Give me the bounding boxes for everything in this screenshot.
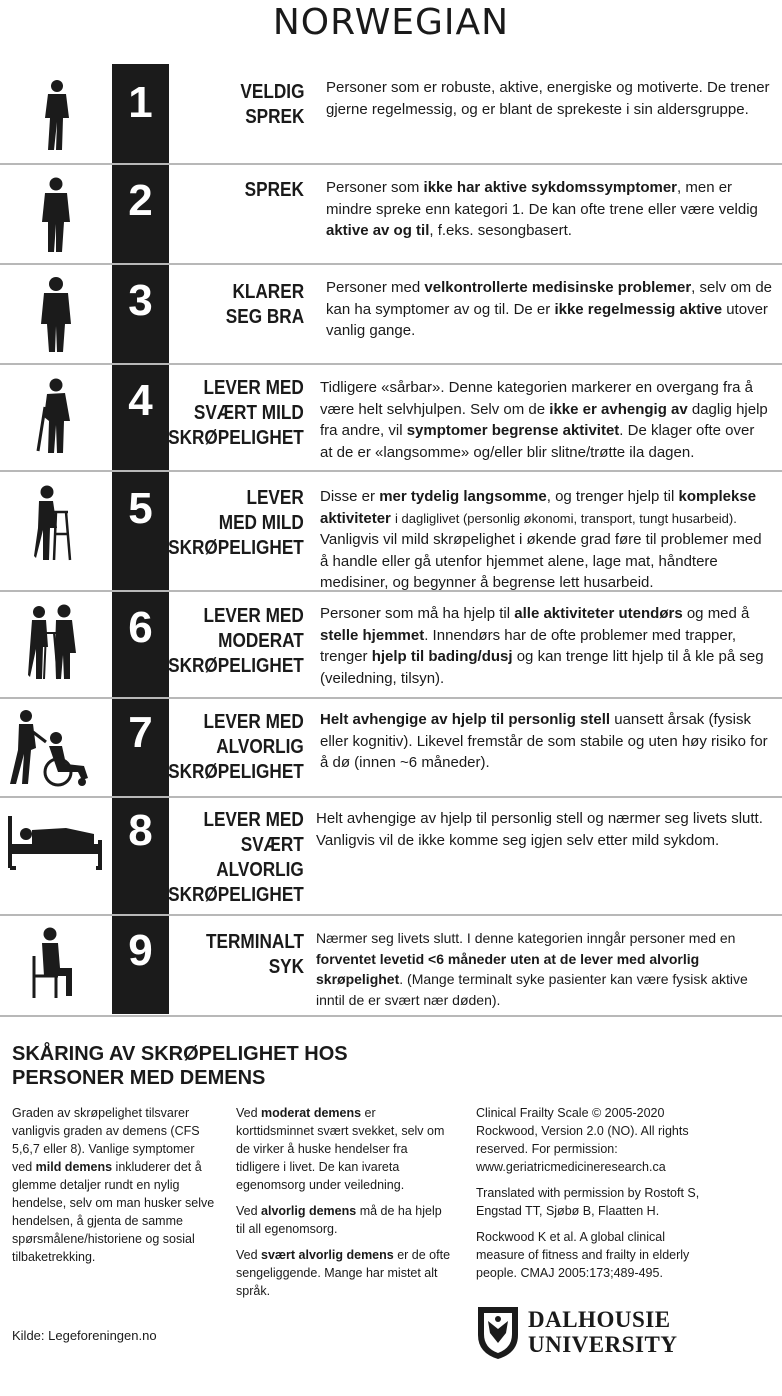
credits-column <box>476 1104 714 1290</box>
assisted-walking-icon <box>24 603 80 681</box>
level-description: Personer som må ha hjelp til alle aktiviteter utendørs og med å stelle hjemmet. Innendørs har de ofte problemer med trapper, trenger hjelp til bading/dusj og kan trenge litt hjelp til å kle på seg (veiledning, tilsyn). <box>320 605 764 687</box>
level-category: SPREK <box>244 179 304 201</box>
person-with-walker-icon <box>32 484 72 562</box>
row-divider <box>0 796 782 798</box>
logo-line-1: DALHOUSIE <box>528 1307 671 1332</box>
dementia-severe-text: Ved alvorlig demens må de ha hjelp til all egenomsorg. <box>236 1204 442 1236</box>
translation-credit: Translated with permission by Rostoft S, Engstad TT, Sjøbø B, Flaatten H. <box>476 1186 700 1218</box>
copyright-text: Clinical Frailty Scale © 2005-2020 Rockwood, Version 2.0 (NO). All rights reserved. For permission: www.geriatricmedicineresearch.ca <box>476 1106 689 1174</box>
level-number: 1 <box>128 78 153 127</box>
dementia-mild-text: Graden av skrøpelighet tilsvarer vanligvis graden av demens (CFS 5,6,7 eller 8). Vanlige symptomer ved mild demens inkluderer det å glemme detaljer rundt en nylig hendelse, selv om man husker selve hendelsen, å gjenta de samme spørsmålene/historiene og sosial tilbaketrekking. <box>12 1106 215 1264</box>
logo-line-2: UNIVERSITY <box>528 1332 678 1357</box>
row-divider <box>0 697 782 699</box>
level-description: Personer som ikke har aktive sykdomssymptomer, men er mindre spreke enn kategori 1. De kan ofte trene eller være veldig aktive av og til, f.eks. sesongbasert. <box>326 179 758 239</box>
dementia-column-2 <box>236 1104 454 1308</box>
level-number: 3 <box>128 276 153 325</box>
level-number: 5 <box>128 484 153 533</box>
level-description: Disse er mer tydelig langsomme, og trenger hjelp til komplekse aktiviteter i dagliglivet (personlig økonomi, transport, tungt husarbeid). Vanligvis vil mild skrøpelighet i økende grad føre til problemer med å handle eller gå utenfor hjemmet alene, lage mat, håndtere medisiner, og begynner å begrense lett husarbeid. <box>320 488 762 591</box>
row-divider <box>0 163 782 165</box>
level-number: 9 <box>128 926 153 975</box>
level-number: 4 <box>128 376 153 425</box>
standing-person-icon <box>38 78 76 153</box>
level-category: LEVER MED SVÆRT MILD SKRØPELIGHET <box>168 377 304 449</box>
page-title: NORWEGIAN <box>272 2 510 43</box>
level-description: Helt avhengige av hjelp til personlig stell uansett årsak (fysisk eller kognitiv). Likevel fremstår de som stabile og uten høy risiko for å dø (innen ~6 måneder). <box>320 711 768 771</box>
row-divider <box>0 470 782 472</box>
standing-person-icon <box>36 176 76 254</box>
level-category: LEVER MED MODERAT SKRØPELIGHET <box>168 605 304 677</box>
row-divider <box>0 363 782 365</box>
row-divider <box>0 914 782 916</box>
level-category: KLARER SEG BRA <box>225 281 304 328</box>
level-number: 7 <box>128 708 153 757</box>
level-category: VELDIG SPREK <box>239 81 304 128</box>
dementia-section-title: SKÅRING AV SKRØPELIGHET HOS PERSONER MED DEMENS <box>12 1043 348 1089</box>
row-divider <box>0 1015 782 1017</box>
level-description: Personer som er robuste, aktive, energiske og motiverte. De trener gjerne regelmessig, og er blant de sprekeste i sin aldersgruppe. <box>326 79 770 118</box>
level-category: LEVER MED SVÆRT ALVORLIG SKRØPELIGHET <box>168 809 304 906</box>
reference-text: Rockwood K et al. A global clinical measure of fitness and frailty in elderly people. CMAJ 2005:173;489-495. <box>476 1230 690 1280</box>
row-divider <box>0 263 782 265</box>
dementia-column-1 <box>12 1104 218 1274</box>
dementia-very-severe-text: Ved svært alvorlig demens er de ofte sengeliggende. Mange har mistet alt språk. <box>236 1248 451 1298</box>
level-number: 2 <box>128 176 153 225</box>
shield-crest-icon <box>476 1305 520 1366</box>
level-description: Personer med velkontrollerte medisinske problemer, selv om de kan ha symptomer av og til. De er ikke regelmessig aktive utover vanlig gange. <box>326 279 773 339</box>
source-label: Kilde: Legeforeningen.no <box>12 1328 157 1343</box>
seated-person-icon <box>28 926 78 1000</box>
person-in-bed-icon <box>6 812 104 872</box>
level-category: TERMINALT SYK <box>205 931 304 978</box>
level-description: Helt avhengige av hjelp til personlig stell og nærmer seg livets slutt. Vanligvis vil de ikke komme seg igjen selv etter mild sykdom. <box>316 810 763 849</box>
dalhousie-logo <box>476 1305 696 1363</box>
standing-person-icon <box>36 276 76 354</box>
level-description: Tidligere «sårbar». Denne kategorien markerer en overgang fra å være helt selvhjulpen. Selv om de ikke er avhengig av daglig hjelp fra andre, vil symptomer begrense aktivitet. De klager ofte over at de er «langsomme» og/eller blir slitne/trøtte ila dagen. <box>320 379 768 461</box>
level-category: LEVER MED ALVORLIG SKRØPELIGHET <box>168 711 304 783</box>
dementia-moderate-text: Ved moderat demens er korttidsminnet svært svekket, selv om de virker å huske hendelser fra tidligere i livet. De kan ivareta egenomsorg under veiledning. <box>236 1106 445 1192</box>
level-category: LEVER MED MILD SKRØPELIGHET <box>168 487 304 559</box>
level-number: 6 <box>128 603 153 652</box>
wheelchair-icon <box>6 708 98 788</box>
level-number: 8 <box>128 806 153 855</box>
level-description: Nærmer seg livets slutt. I denne kategorien inngår personer med en forventet levetid <6 måneder uten at de lever med alvorlig skrøpelighet. (Mange terminalt syke pasienter kan være fysisk aktive inntil de er svært nær døden). <box>316 930 748 1008</box>
person-with-cane-icon <box>32 377 78 455</box>
